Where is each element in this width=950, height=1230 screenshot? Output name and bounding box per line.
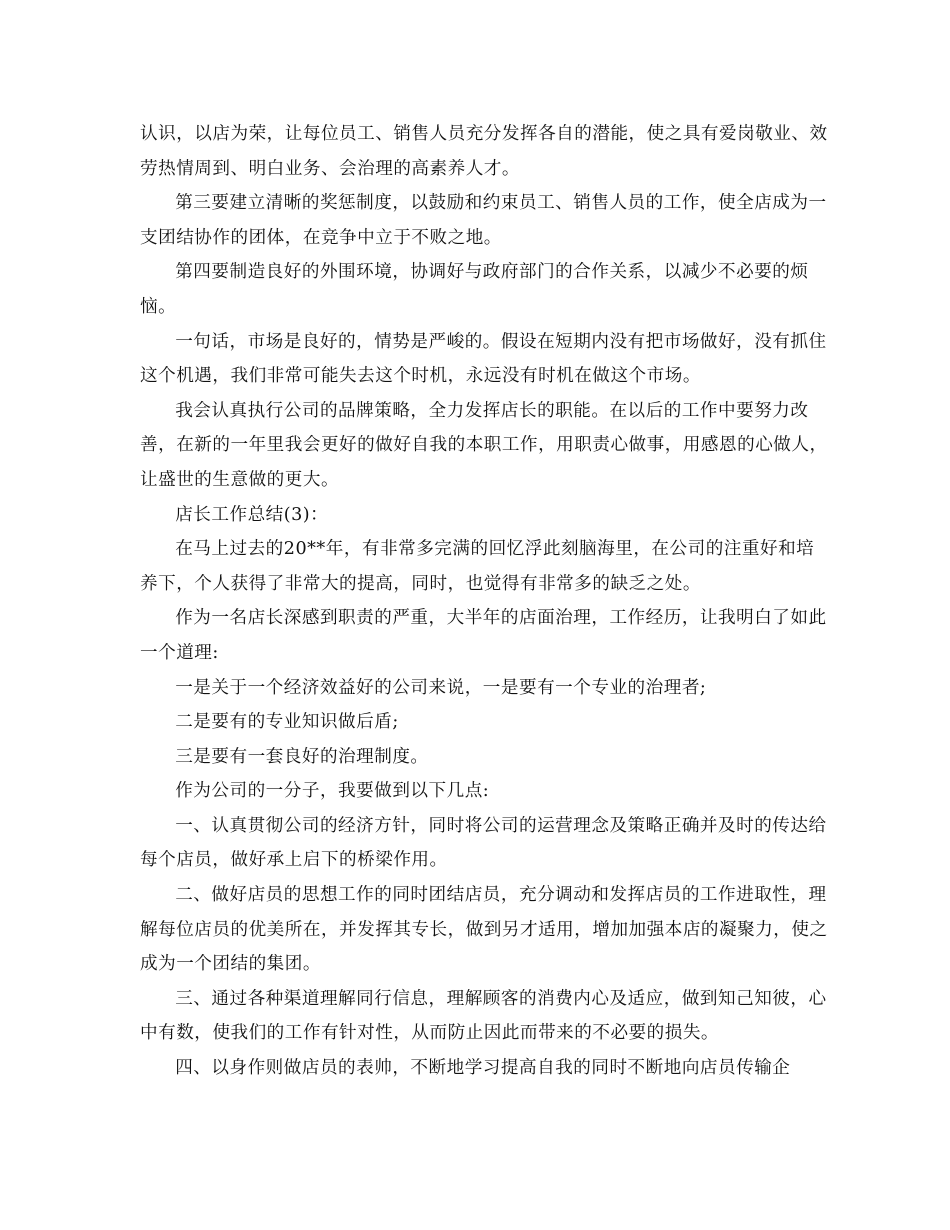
- paragraph-commitments-intro: 作为公司的一分子，我要做到以下几点:: [175, 781, 490, 802]
- list-item-1: 一是关于一个经济效益好的公司来说，一是要有一个专业的治理者;: [175, 677, 707, 698]
- list-item-3: 三是要有一套良好的治理制度。: [175, 746, 429, 767]
- section-heading: 店长工作总结(3)：: [175, 504, 329, 525]
- commitment-2: 二、做好店员的思想工作的同时团结店员，充分调动和发挥店员的工作进取性，理解每位店员的优美所在，并发挥其专长，做到另才适用，增加加强本店的凝聚力，使之成为一个团结的集团。: [140, 885, 828, 975]
- paragraph-year-review: 在马上过去的20**年，有非常多完满的回忆浮此刻脑海里，在公司的注重好和培养下，个人获得了非常大的提高，同时，也觉得有非常多的缺乏之处。: [140, 539, 815, 594]
- paragraph-external-environment: 第四要制造良好的外围环境，协调好与政府部门的合作关系，以减少不必要的烦恼。: [140, 262, 809, 317]
- commitment-3: 三、通过各种渠道理解同行信息，理解顾客的消费内心及适应，做到知己知彼，心中有数，使我们的工作有针对性，从而防止因此而带来的不必要的损失。: [140, 988, 827, 1044]
- commitment-4: 四、以身作则做店员的表帅，不断地学习提高自我的同时不断地向店员传输企: [175, 1058, 791, 1079]
- paragraph-continuation: 认识，以店为荣，让每位员工、销售人员充分发挥各自的潜能，使之具有爱岗敬业、效劳热情周到、明白业务、会治理的高素养人才。: [140, 124, 828, 179]
- paragraph-manager-responsibility: 作为一名店长深感到职责的严重，大半年的店面治理，工作经历，让我明白了如此一个道理:: [140, 608, 827, 663]
- paragraph-market-situation: 一句话，市场是良好的，情势是严峻的。假设在短期内没有把市场做好，没有抓住这个机遇，我们非常可能失去这个时机，永远没有时机在做这个市场。: [140, 331, 827, 387]
- document-body: [140, 117, 830, 1086]
- paragraph-rewards-system: 第三要建立清晰的奖惩制度，以鼓励和约束员工、销售人员的工作，使全店成为一支团结协作的团体，在竞争中立于不败之地。: [140, 193, 827, 248]
- commitment-1: 一、认真贯彻公司的经济方针，同时将公司的运营理念及策略正确并及时的传达给每个店员，做好承上启下的桥梁作用。: [140, 815, 827, 871]
- paragraph-brand-strategy: 我会认真执行公司的品牌策略，全力发挥店长的职能。在以后的工作中要努力改善，在新的一年里我会更好的做好自我的本职工作，用职责心做事，用感恩的心做人，让盛世的生意做的更大。: [140, 400, 828, 490]
- list-item-2: 二是要有的专业知识做后盾;: [175, 712, 399, 733]
